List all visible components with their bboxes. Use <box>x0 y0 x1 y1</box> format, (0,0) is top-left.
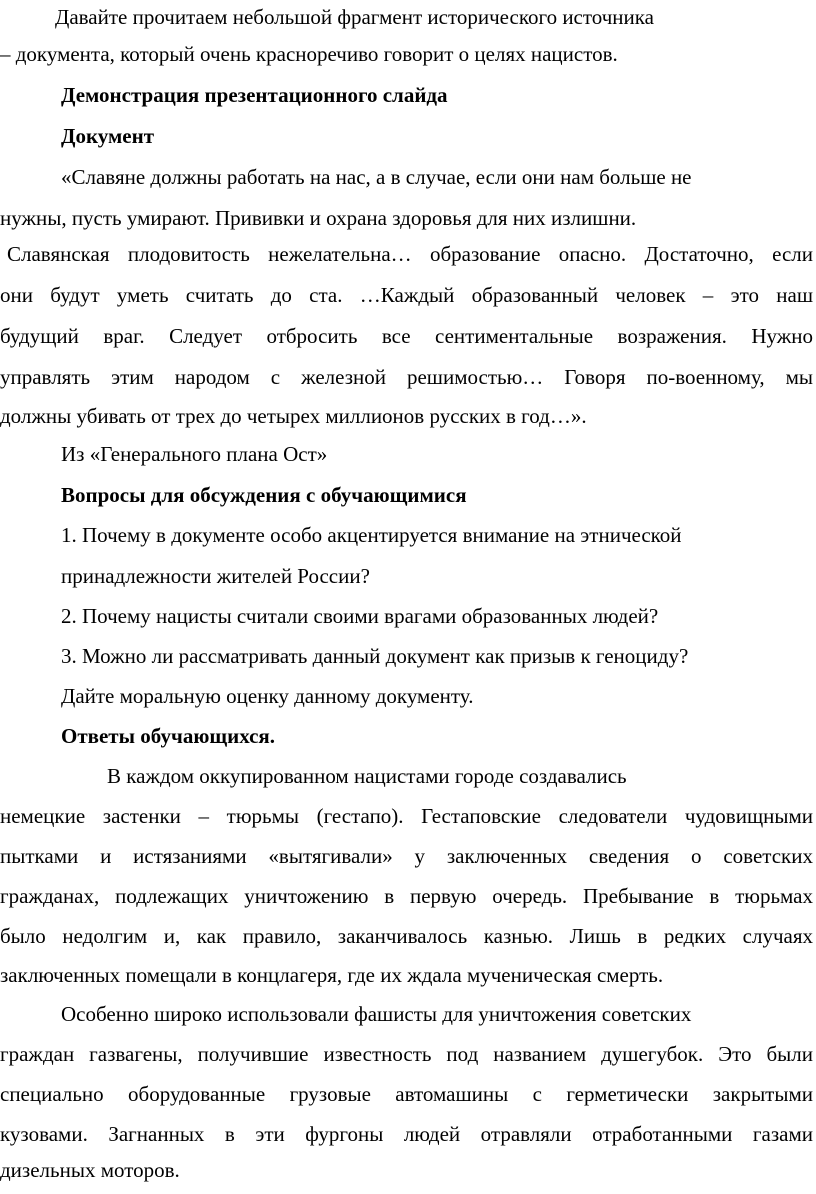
question-item: 1. Почему в документе особо акцентируется внимание на этнической <box>61 523 682 547</box>
answer-line: гражданах, подлежащих уничтожению в первую очередь. Пребывание в тюрьмах <box>0 884 813 908</box>
quote-line: нужны, пусть умирают. Прививки и охрана здоровья для них излишни. <box>0 206 637 230</box>
source-citation: Из «Генерального плана Ост» <box>61 442 328 466</box>
quote-line: управлять этим народом с железной решимостью… Говоря по-военному, мы <box>0 365 813 389</box>
quote-line: Славянская плодовитость нежелательна… образование опасно. Достаточно, если <box>7 242 813 266</box>
answer-line: граждан газвагены, получившие известность под названием душегубок. Это были <box>0 1042 813 1066</box>
quote-line: они будут уметь считать до ста. …Каждый образованный человек – это наш <box>0 283 813 307</box>
question-item: Дайте моральную оценку данному документу. <box>61 684 474 708</box>
quote-line: будущий враг. Следует отбросить все сентиментальные возражения. Нужно <box>0 324 813 348</box>
answer-line: кузовами. Загнанных в эти фургоны людей отравляли отработанными газами <box>0 1122 813 1146</box>
answer-line: дизельных моторов. <box>0 1158 180 1182</box>
quote-line: «Славяне должны работать на нас, а в случае, если они нам больше не <box>61 165 692 189</box>
answer-line: Особенно широко использовали фашисты для уничтожения советских <box>61 1002 692 1026</box>
quote-line: должны убивать от трех до четырех миллионов русских в год…». <box>0 404 587 428</box>
document-heading: Документ <box>61 124 155 148</box>
answer-line: заключенных помещали в концлагеря, где их ждала мученическая смерть. <box>0 963 664 987</box>
answer-line: специально оборудованные грузовые автомашины с герметически закрытыми <box>0 1082 813 1106</box>
question-item: 3. Можно ли рассматривать данный документ как призыв к геноциду? <box>61 644 689 668</box>
slide-heading: Демонстрация презентационного слайда <box>61 83 448 107</box>
answer-line: пытками и истязаниями «вытягивали» у заключенных сведения о советских <box>0 844 813 868</box>
questions-heading: Вопросы для обсуждения с обучающимися <box>61 483 467 507</box>
intro-line: – документа, который очень красноречиво говорит о целях нацистов. <box>0 42 618 66</box>
question-item: принадлежности жителей России? <box>61 564 370 588</box>
answers-heading: Ответы обучающихся. <box>61 724 276 748</box>
intro-line: Давайте прочитаем небольшой фрагмент исторического источника <box>55 5 654 29</box>
answer-line: В каждом оккупированном нацистами городе создавались <box>107 764 627 788</box>
answer-line: немецкие застенки – тюрьмы (гестапо). Гестаповские следователи чудовищными <box>0 804 813 828</box>
answer-line: было недолгим и, как правило, заканчивалось казнью. Лишь в редких случаях <box>0 924 813 948</box>
question-item: 2. Почему нацисты считали своими врагами образованных людей? <box>61 604 659 628</box>
